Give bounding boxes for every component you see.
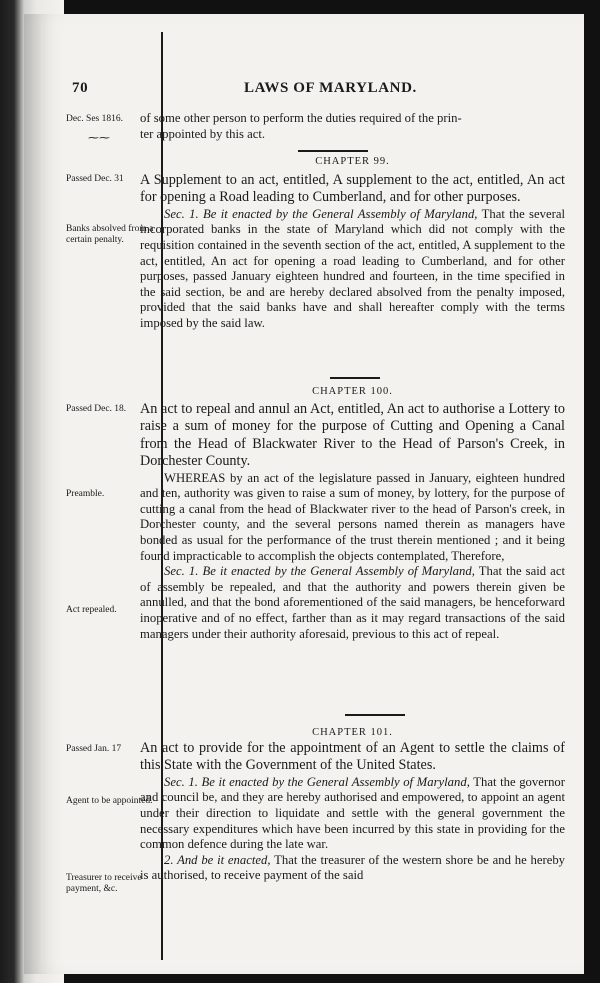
continued-line: ter appointed by this act. xyxy=(140,126,266,141)
flourish-mark: ⁓⁓ xyxy=(88,132,110,144)
marginal-note-session: Dec. Ses 1816. xyxy=(66,114,123,124)
chapter-rule xyxy=(298,150,368,152)
marginal-note-agent: Agent to be appointed. xyxy=(66,796,153,806)
marginal-note-preamble: Preamble. xyxy=(66,489,105,499)
chapter-rule xyxy=(345,714,405,716)
marginal-note-passed: Passed Jan. 17 xyxy=(66,744,122,754)
chapter-100 xyxy=(140,401,565,642)
marginal-note-treasurer: Treasurer to receive payment, &c. xyxy=(66,873,142,894)
marginal-note-banks: Banks absolved from a certain penalty. xyxy=(66,224,154,245)
chapter-heading: CHAPTER 99. xyxy=(315,156,390,167)
act-title: An act to repeal and annul an Act, entitled, An act to authorise a Lottery to raise a sum of money for the purpose of Cutting and Opening a Canal from the Head of Blackwater River to the Head of Parson's Creek, in Dorchester County. xyxy=(140,401,565,470)
section-paragraph: Sec. 1. Be it enacted by the General Assembly of Maryland, That the said act of assembly be repealed, and that the authority and powers therein given be annulled, and that the bond aforementioned of the said managers, be henceforward inoperative and of no effect, farther than as it may regard transactions of the said managers under their authority aforesaid, previous to this act of repeal. xyxy=(140,564,565,641)
page-number: 70 xyxy=(72,80,89,96)
chapter-heading: CHAPTER 101. xyxy=(312,727,393,738)
running-header xyxy=(72,80,572,102)
act-title: An act to provide for the appointment of an Agent to settle the claims of this State with the Government of the United States. xyxy=(140,740,565,774)
chapter-heading: CHAPTER 100. xyxy=(312,386,393,397)
marginal-note-repealed: Act repealed. xyxy=(66,605,117,615)
section-paragraph: Sec. 1. Be it enacted by the General Assembly of Maryland, That the governor and council be, and they are hereby authorised and empowered, to appoint an agent under their direction to liquidate and settle with the general government the necessary expenditures which have been incurred by this state in providing for the common defence during the late war. xyxy=(140,774,565,852)
act-title: A Supplement to an act, entitled, A supplement to the act, entitled, An act for opening a Road leading to Cumberland, and for other purposes. xyxy=(140,172,565,206)
section-paragraph: Sec. 1. Be it enacted by the General Assembly of Maryland, That the several incorporated banks in the state of Maryland which did not comply with the requisition contained in the seventh section of the act, entitled, A supplement to the act, entitled, An act for opening a road leading to Cumberland, and for other purposes, passed January eighteen hundred and fourteen, in the time specified in the said section, be and are hereby declared absolved from the penalty imposed, provided that the said banks have and shall hereafter comply with the terms imposed by the said law. xyxy=(140,206,565,330)
continued-text xyxy=(140,111,565,142)
section-paragraph: 2. And be it enacted, That the treasurer of the western shore be and he hereby is authorised, to receive payment of the said xyxy=(140,852,566,883)
marginal-note-passed: Passed Dec. 18. xyxy=(66,404,127,414)
continued-line: of some other person to perform the duties required of the prin- xyxy=(140,111,462,125)
running-title: LAWS OF MARYLAND. xyxy=(244,80,417,96)
marginal-note-passed: Passed Dec. 31 xyxy=(66,174,124,184)
section-paragraph: WHEREAS by an act of the legislature passed in January, eighteen hundred and ten, authority was given to raise a sum of money, by lottery, for the purpose of cutting a canal from the head of Blackwater river to the head of Parson's creek, in Dorchester county, and the several persons named therein as managers have bonded as usual for the performance of the trust therein mentioned ; and it being found impracticable to accomplish the objects contemplated, Therefore, xyxy=(140,470,566,563)
chapter-101 xyxy=(140,740,565,884)
chapter-99 xyxy=(140,172,565,332)
chapter-rule xyxy=(330,377,380,379)
